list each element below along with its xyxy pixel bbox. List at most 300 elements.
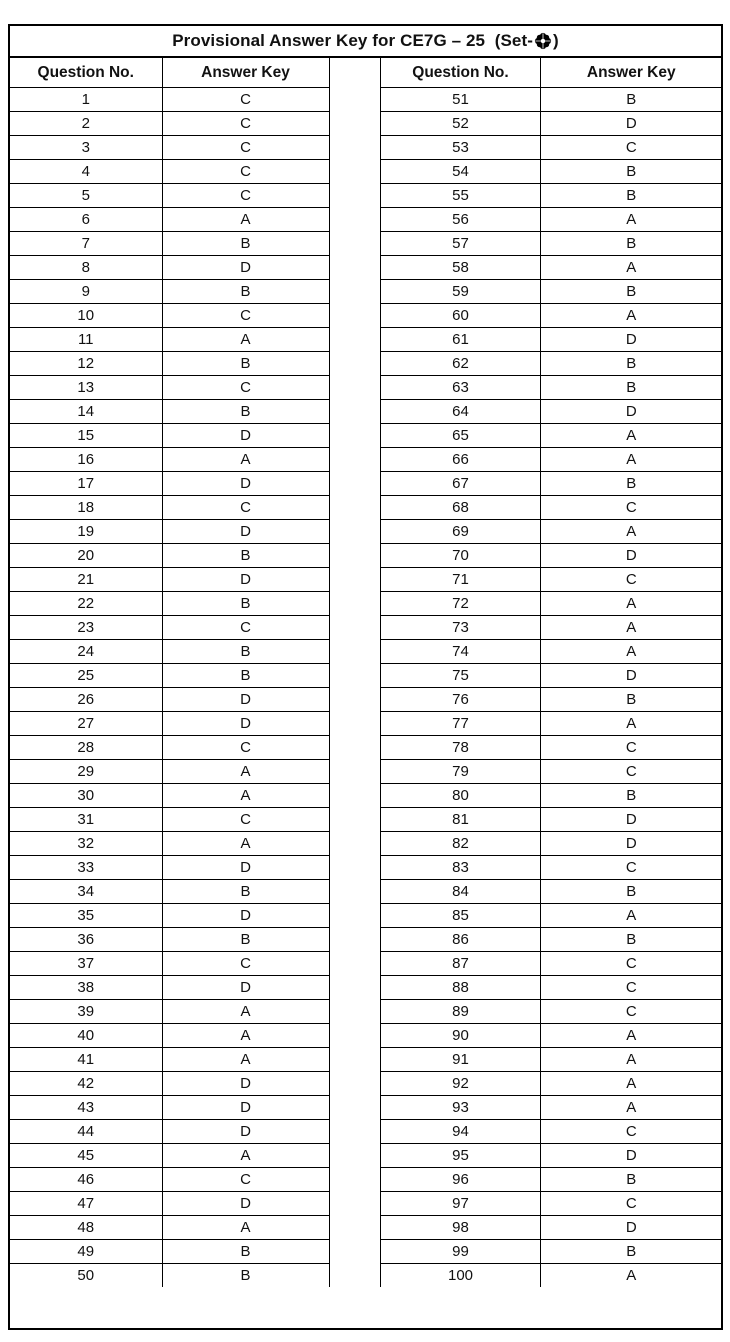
question-number-cell: 41 (10, 1048, 162, 1072)
answer-key-cell: D (162, 1120, 329, 1144)
question-number-cell: 78 (381, 736, 541, 760)
table-row (10, 520, 329, 544)
table-row (10, 400, 329, 424)
question-number-cell: 2 (10, 112, 162, 136)
question-number-cell: 53 (381, 136, 541, 160)
title-text-close: ) (553, 31, 559, 50)
table-body (381, 88, 722, 1288)
answer-key-cell: A (541, 904, 722, 928)
page-title (10, 26, 721, 58)
table-row (381, 952, 722, 976)
table-row (381, 832, 722, 856)
question-number-cell: 37 (10, 952, 162, 976)
table-row (381, 424, 722, 448)
question-number-cell: 31 (10, 808, 162, 832)
question-number-cell: 62 (381, 352, 541, 376)
answer-key-cell: A (541, 1024, 722, 1048)
answer-key-cell: B (541, 1240, 722, 1264)
question-number-cell: 58 (381, 256, 541, 280)
column-header-question-no: Question No. (10, 58, 162, 88)
answer-key-cell: C (162, 88, 329, 112)
table-row (381, 400, 722, 424)
answer-key-cell: A (541, 1264, 722, 1288)
answer-table-left (10, 58, 330, 1287)
table-row (381, 280, 722, 304)
answer-key-cell: D (541, 1216, 722, 1240)
answer-key-cell: C (162, 736, 329, 760)
question-number-cell: 35 (10, 904, 162, 928)
table-row (10, 736, 329, 760)
question-number-cell: 4 (10, 160, 162, 184)
answer-key-cell: D (541, 544, 722, 568)
question-number-cell: 24 (10, 640, 162, 664)
answer-key-cell: D (541, 832, 722, 856)
question-number-cell: 20 (10, 544, 162, 568)
title-text: Provisional Answer Key for CE7G – 25 (Set- (172, 31, 534, 50)
answer-key-cell: A (541, 1096, 722, 1120)
question-number-cell: 66 (381, 448, 541, 472)
question-number-cell: 95 (381, 1144, 541, 1168)
table-row (381, 160, 722, 184)
question-number-cell: 88 (381, 976, 541, 1000)
answer-key-cell: C (541, 496, 722, 520)
table-row (10, 160, 329, 184)
answer-key-cell: C (541, 736, 722, 760)
question-number-cell: 23 (10, 616, 162, 640)
table-row (381, 592, 722, 616)
table-row (10, 688, 329, 712)
answer-key-cell: D (162, 568, 329, 592)
answer-key-cell: B (162, 640, 329, 664)
answer-key-cell: B (541, 784, 722, 808)
question-number-cell: 3 (10, 136, 162, 160)
answer-key-cell: A (541, 256, 722, 280)
answer-key-cell: C (541, 1192, 722, 1216)
table-row (10, 424, 329, 448)
table-row (381, 208, 722, 232)
answer-key-cell: B (162, 664, 329, 688)
answer-key-cell: B (541, 1168, 722, 1192)
question-number-cell: 42 (10, 1072, 162, 1096)
table-row (381, 976, 722, 1000)
question-number-cell: 19 (10, 520, 162, 544)
table-row (10, 1264, 329, 1288)
answer-key-cell: C (162, 376, 329, 400)
answer-key-cell: B (162, 928, 329, 952)
question-number-cell: 65 (381, 424, 541, 448)
question-number-cell: 83 (381, 856, 541, 880)
question-number-cell: 93 (381, 1096, 541, 1120)
question-number-cell: 56 (381, 208, 541, 232)
table-row (381, 232, 722, 256)
question-number-cell: 9 (10, 280, 162, 304)
question-number-cell: 50 (10, 1264, 162, 1288)
question-number-cell: 81 (381, 808, 541, 832)
table-row (10, 88, 329, 112)
answer-key-cell: B (162, 880, 329, 904)
table-row (10, 472, 329, 496)
answer-key-cell: C (162, 808, 329, 832)
question-number-cell: 67 (381, 472, 541, 496)
question-number-cell: 91 (381, 1048, 541, 1072)
answer-key-cell: B (162, 1240, 329, 1264)
question-number-cell: 79 (381, 760, 541, 784)
table-row (381, 616, 722, 640)
question-number-cell: 22 (10, 592, 162, 616)
table-row (10, 304, 329, 328)
question-number-cell: 44 (10, 1120, 162, 1144)
answer-key-cell: A (541, 520, 722, 544)
table-row (381, 256, 722, 280)
table-row (381, 376, 722, 400)
answer-key-cell: C (162, 616, 329, 640)
question-number-cell: 51 (381, 88, 541, 112)
question-number-cell: 5 (10, 184, 162, 208)
question-number-cell: 14 (10, 400, 162, 424)
table-row (10, 1240, 329, 1264)
answer-key-cell: D (162, 424, 329, 448)
table-row (381, 664, 722, 688)
table-row (10, 1000, 329, 1024)
answer-key-cell: C (541, 856, 722, 880)
question-number-cell: 30 (10, 784, 162, 808)
table-row (10, 1024, 329, 1048)
answer-key-cell: C (541, 1120, 722, 1144)
table-row (10, 448, 329, 472)
question-number-cell: 85 (381, 904, 541, 928)
answer-key-cell: B (541, 184, 722, 208)
question-number-cell: 13 (10, 376, 162, 400)
answer-key-cell: D (162, 904, 329, 928)
table-row (10, 280, 329, 304)
table-row (10, 808, 329, 832)
question-number-cell: 100 (381, 1264, 541, 1288)
table-row (10, 136, 329, 160)
answer-key-cell: A (162, 1144, 329, 1168)
question-number-cell: 48 (10, 1216, 162, 1240)
table-row (10, 784, 329, 808)
table-row (381, 688, 722, 712)
table-row (10, 712, 329, 736)
table-row (381, 88, 722, 112)
question-number-cell: 92 (381, 1072, 541, 1096)
question-number-cell: 17 (10, 472, 162, 496)
table-header-row (10, 58, 329, 88)
question-number-cell: 49 (10, 1240, 162, 1264)
answer-key-cell: D (541, 400, 722, 424)
answer-key-cell: D (541, 1144, 722, 1168)
table-row (10, 376, 329, 400)
answer-key-cell: C (162, 1168, 329, 1192)
table-row (381, 760, 722, 784)
question-number-cell: 96 (381, 1168, 541, 1192)
answer-key-cell: C (541, 760, 722, 784)
table-row (381, 496, 722, 520)
answer-key-cell: B (162, 280, 329, 304)
table-row (10, 1072, 329, 1096)
answer-key-cell: D (162, 688, 329, 712)
answer-key-cell: A (162, 1000, 329, 1024)
question-number-cell: 55 (381, 184, 541, 208)
table-row (10, 112, 329, 136)
answer-key-cell: C (541, 1000, 722, 1024)
table-row (381, 904, 722, 928)
question-number-cell: 6 (10, 208, 162, 232)
table-row (10, 1144, 329, 1168)
answer-key-cell: C (162, 160, 329, 184)
question-number-cell: 72 (381, 592, 541, 616)
answer-key-cell: A (162, 448, 329, 472)
table-row (381, 640, 722, 664)
question-number-cell: 73 (381, 616, 541, 640)
table-row (381, 352, 722, 376)
question-number-cell: 71 (381, 568, 541, 592)
table-row (381, 1216, 722, 1240)
table-row (10, 976, 329, 1000)
question-number-cell: 28 (10, 736, 162, 760)
answer-key-cell: D (162, 1192, 329, 1216)
table-row (10, 208, 329, 232)
table-row (10, 664, 329, 688)
answer-key-cell: B (541, 280, 722, 304)
question-number-cell: 18 (10, 496, 162, 520)
table-row (381, 328, 722, 352)
answer-key-cell: A (541, 208, 722, 232)
table-row (10, 1048, 329, 1072)
answer-key-cell: C (162, 136, 329, 160)
table-row (381, 808, 722, 832)
question-number-cell: 34 (10, 880, 162, 904)
flower-symbol-icon (534, 32, 552, 50)
answer-key-cell: D (162, 1072, 329, 1096)
question-number-cell: 38 (10, 976, 162, 1000)
answer-key-cell: D (162, 256, 329, 280)
answer-key-cell: C (541, 136, 722, 160)
table-row (10, 568, 329, 592)
question-number-cell: 80 (381, 784, 541, 808)
table-row (381, 1120, 722, 1144)
question-number-cell: 39 (10, 1000, 162, 1024)
question-number-cell: 60 (381, 304, 541, 328)
question-number-cell: 75 (381, 664, 541, 688)
answer-key-cell: B (541, 232, 722, 256)
question-number-cell: 46 (10, 1168, 162, 1192)
column-header-answer-key: Answer Key (541, 58, 722, 88)
answer-key-cell: D (541, 808, 722, 832)
answer-key-cell: C (162, 496, 329, 520)
answer-key-cell: D (162, 712, 329, 736)
question-number-cell: 89 (381, 1000, 541, 1024)
table-row (10, 328, 329, 352)
table-row (381, 472, 722, 496)
table-row (10, 856, 329, 880)
question-number-cell: 59 (381, 280, 541, 304)
column-header-answer-key: Answer Key (162, 58, 329, 88)
answer-table-right (380, 58, 722, 1287)
answer-key-cell: A (162, 760, 329, 784)
table-row (381, 136, 722, 160)
table-header-row (381, 58, 722, 88)
answer-key-cell: D (162, 472, 329, 496)
question-number-cell: 26 (10, 688, 162, 712)
answer-key-cell: A (162, 832, 329, 856)
question-number-cell: 52 (381, 112, 541, 136)
table-row (10, 256, 329, 280)
answer-key-cell: D (541, 328, 722, 352)
table-row (381, 1264, 722, 1288)
question-number-cell: 47 (10, 1192, 162, 1216)
table-row (381, 544, 722, 568)
question-number-cell: 76 (381, 688, 541, 712)
table-row (10, 1192, 329, 1216)
answer-key-cell: A (541, 448, 722, 472)
table-row (10, 1168, 329, 1192)
question-number-cell: 90 (381, 1024, 541, 1048)
table-row (381, 184, 722, 208)
table-row (381, 1048, 722, 1072)
answer-key-cell: A (541, 592, 722, 616)
table-row (381, 1024, 722, 1048)
answer-key-cell: A (162, 1048, 329, 1072)
table-row (381, 712, 722, 736)
answer-key-cell: B (541, 880, 722, 904)
table-row (10, 616, 329, 640)
answer-key-cell: C (162, 304, 329, 328)
answer-key-cell: A (162, 784, 329, 808)
question-number-cell: 36 (10, 928, 162, 952)
answer-key-sheet (8, 24, 723, 1330)
answer-key-cell: B (541, 160, 722, 184)
answer-key-cell: D (162, 1096, 329, 1120)
question-number-cell: 87 (381, 952, 541, 976)
table-row (381, 1168, 722, 1192)
answer-key-cell: B (162, 400, 329, 424)
answer-key-cell: B (541, 688, 722, 712)
table-row (381, 736, 722, 760)
answer-key-cell: B (162, 544, 329, 568)
answer-key-cell: B (541, 928, 722, 952)
table-body (10, 88, 329, 1288)
answer-key-cell: A (162, 1216, 329, 1240)
table-row (381, 784, 722, 808)
answer-key-cell: A (541, 640, 722, 664)
answer-key-cell: C (162, 952, 329, 976)
table-row (10, 952, 329, 976)
question-number-cell: 15 (10, 424, 162, 448)
answer-key-cell: A (162, 208, 329, 232)
column-header-question-no: Question No. (381, 58, 541, 88)
table-row (381, 880, 722, 904)
question-number-cell: 25 (10, 664, 162, 688)
question-number-cell: 40 (10, 1024, 162, 1048)
question-number-cell: 57 (381, 232, 541, 256)
answer-key-cell: C (541, 568, 722, 592)
table-row (10, 880, 329, 904)
table-row (10, 592, 329, 616)
question-number-cell: 84 (381, 880, 541, 904)
answer-key-cell: D (541, 664, 722, 688)
question-number-cell: 74 (381, 640, 541, 664)
question-number-cell: 94 (381, 1120, 541, 1144)
question-number-cell: 63 (381, 376, 541, 400)
answer-key-cell: A (541, 1048, 722, 1072)
answer-key-cell: D (162, 856, 329, 880)
table-row (381, 520, 722, 544)
question-number-cell: 69 (381, 520, 541, 544)
question-number-cell: 21 (10, 568, 162, 592)
answer-key-cell: D (541, 112, 722, 136)
question-number-cell: 7 (10, 232, 162, 256)
question-number-cell: 97 (381, 1192, 541, 1216)
answer-key-cell: A (541, 712, 722, 736)
table-row (381, 1096, 722, 1120)
table-row (381, 448, 722, 472)
answer-key-cell: A (541, 1072, 722, 1096)
table-row (10, 232, 329, 256)
question-number-cell: 86 (381, 928, 541, 952)
table-row (381, 1144, 722, 1168)
table-row (10, 544, 329, 568)
answer-key-cell: B (541, 352, 722, 376)
table-row (381, 1072, 722, 1096)
answer-key-cell: B (162, 232, 329, 256)
question-number-cell: 33 (10, 856, 162, 880)
table-row (10, 184, 329, 208)
answer-key-cell: B (541, 472, 722, 496)
answer-key-cell: A (162, 1024, 329, 1048)
answer-key-cell: B (162, 352, 329, 376)
question-number-cell: 10 (10, 304, 162, 328)
question-number-cell: 11 (10, 328, 162, 352)
table-row (381, 568, 722, 592)
table-row (10, 496, 329, 520)
table-row (10, 1096, 329, 1120)
question-number-cell: 54 (381, 160, 541, 184)
answer-key-cell: A (162, 328, 329, 352)
table-row (381, 856, 722, 880)
question-number-cell: 77 (381, 712, 541, 736)
table-row (381, 112, 722, 136)
table-row (10, 928, 329, 952)
question-number-cell: 1 (10, 88, 162, 112)
question-number-cell: 99 (381, 1240, 541, 1264)
answer-key-cell: D (162, 976, 329, 1000)
question-number-cell: 32 (10, 832, 162, 856)
answer-key-cell: B (162, 1264, 329, 1288)
question-number-cell: 68 (381, 496, 541, 520)
question-number-cell: 82 (381, 832, 541, 856)
table-row (10, 1216, 329, 1240)
question-number-cell: 64 (381, 400, 541, 424)
table-row (10, 904, 329, 928)
question-number-cell: 61 (381, 328, 541, 352)
answer-key-cell: C (162, 184, 329, 208)
table-row (381, 1240, 722, 1264)
question-number-cell: 45 (10, 1144, 162, 1168)
question-number-cell: 27 (10, 712, 162, 736)
table-row (10, 352, 329, 376)
answer-key-cell: A (541, 616, 722, 640)
table-row (10, 760, 329, 784)
answer-key-cell: C (162, 112, 329, 136)
question-number-cell: 70 (381, 544, 541, 568)
answer-key-cell: A (541, 304, 722, 328)
table-row (381, 304, 722, 328)
answer-key-cell: C (541, 952, 722, 976)
question-number-cell: 12 (10, 352, 162, 376)
question-number-cell: 98 (381, 1216, 541, 1240)
answer-key-cell: B (541, 88, 722, 112)
